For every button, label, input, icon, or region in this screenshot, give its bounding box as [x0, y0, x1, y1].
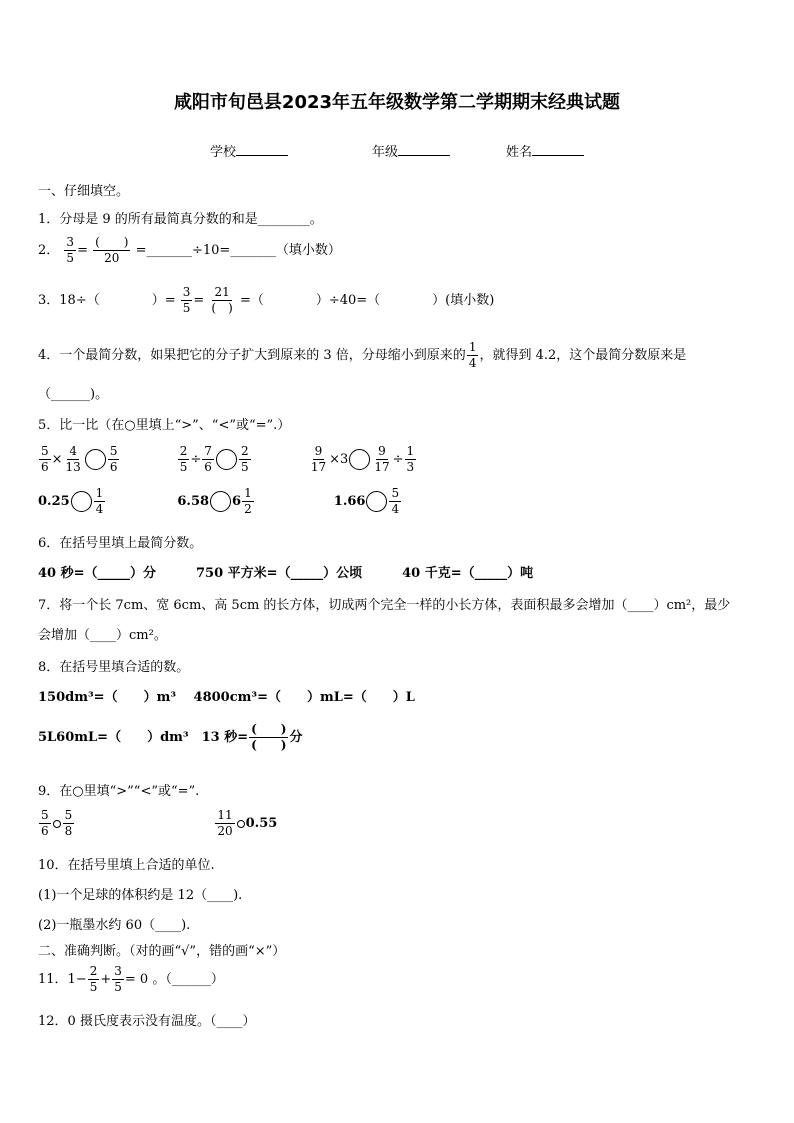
- q4-fraction: $\frac{1}{4}$: [468, 340, 477, 370]
- question-6-title: 6．在括号里填上最简分数。: [38, 536, 203, 551]
- question-8-title: 8．在括号里填合适的数。: [38, 660, 190, 675]
- question-8-line-2: 5L60mL=（ ）dm³ 13 秒= $\frac{( )}{( )}$ 分: [38, 722, 303, 752]
- question-10-b: (2)一瓶墨水约 60（____).: [38, 918, 191, 933]
- question-1: 1．分母是 9 的所有最简真分数的和是________。: [38, 212, 323, 227]
- question-9-items: $\frac{5}{6}$ $\frac{5}{8}$ $\frac{11}{20}$ 0.55: [41, 808, 278, 838]
- question-9-title: 9．在○里填“>”“<”或“=”.: [38, 784, 200, 799]
- name-label: 姓名: [506, 145, 533, 160]
- question-5-row-1: $\frac{5}{6}$ × $\frac{4}{13}$ $\frac{5}{6}$ $\frac{2}{5}$ ÷ $\frac{7}{6}$ $\frac{2}{5}$ $\frac{9}{17}$ ×3 $\frac{9}{17}$ ÷ $\frac{1}{3}$: [41, 444, 415, 474]
- school-label: 学校: [210, 145, 237, 160]
- grade-field[interactable]: [372, 141, 450, 160]
- compare-circle[interactable]: [85, 449, 106, 470]
- question-5-title: 5．比一比（在○里填上“>”、“<”或“=”.）: [38, 418, 291, 433]
- compare-circle[interactable]: [237, 820, 245, 828]
- question-11: 11．1− $\frac{2}{5}$ + $\frac{3}{5}$ = 0 。（______）: [38, 964, 224, 994]
- compare-circle[interactable]: [210, 491, 231, 512]
- section-2-heading: 二、准确判断。（对的画“√”，错的画“×”）: [38, 944, 286, 959]
- q8-fraction[interactable]: $\frac{( )}{( )}$: [251, 722, 287, 752]
- q2-fraction-1: $\frac{3}{5}$: [66, 235, 75, 265]
- question-10-a: (1)一个足球的体积约是 12（____).: [38, 888, 243, 903]
- question-7-line-2: 会增加（____）cm²。: [38, 628, 167, 643]
- question-2: 2． $\frac{3}{5}$ = $\frac{( )}{20}$ =_______÷10=_______（填小数）: [38, 235, 341, 265]
- question-12: 12．0 摄氏度表示没有温度。（____）: [38, 1014, 256, 1029]
- school-blank[interactable]: [236, 141, 288, 156]
- name-field[interactable]: [506, 141, 584, 160]
- question-3: 3．18÷（ ）= $\frac{3}{5}$ = $\frac{21}{( )}$ =（ ）÷40=（ ）(填小数): [38, 285, 495, 315]
- compare-circle[interactable]: [366, 491, 387, 512]
- question-8-line-1: 150dm³=（ ）m³ 4800cm³=（ ）mL=（ ）L: [38, 690, 415, 705]
- question-10-title: 10．在括号里填上合适的单位.: [38, 858, 215, 873]
- grade-blank[interactable]: [398, 141, 450, 156]
- question-7-line-1: 7．将一个长 7cm、宽 6cm、高 5cm 的长方体，切成两个完全一样的小长方体，表面积最多会增加（____）cm²，最少: [38, 598, 731, 613]
- q2-fraction-2[interactable]: $\frac{( )}{20}$: [95, 235, 129, 265]
- question-6-items: 40 秒=（_____）分 750 平方米=（_____）公顷 40 千克=（_____）吨: [38, 566, 534, 581]
- question-4: 4．一个最简分数，如果把它的分子扩大到原来的 3 倍，分母缩小到原来的 $\frac{1}{4}$ ，就得到 4.2，这个最简分数原来是: [38, 340, 687, 370]
- question-4-blank[interactable]: （______)。: [38, 387, 109, 402]
- compare-circle[interactable]: [349, 449, 370, 470]
- question-5-row-2: 0.25 $\frac{1}{4}$ 6.58 6 $\frac{1}{2}$ 1.66 $\frac{5}{4}$: [38, 486, 400, 516]
- q3-fraction-2[interactable]: $\frac{21}{( )}$: [211, 285, 233, 315]
- compare-circle[interactable]: [53, 820, 61, 828]
- compare-circle[interactable]: [216, 449, 237, 470]
- section-1-heading: 一、仔细填空。: [38, 184, 130, 199]
- compare-circle[interactable]: [71, 491, 92, 512]
- q3-fraction-1: $\frac{3}{5}$: [182, 285, 191, 315]
- school-field[interactable]: [210, 141, 288, 160]
- page-title: 咸阳市旬邑县2023年五年级数学第二学期期末经典试题: [173, 92, 621, 113]
- name-blank[interactable]: [532, 141, 584, 156]
- grade-label: 年级: [372, 145, 399, 160]
